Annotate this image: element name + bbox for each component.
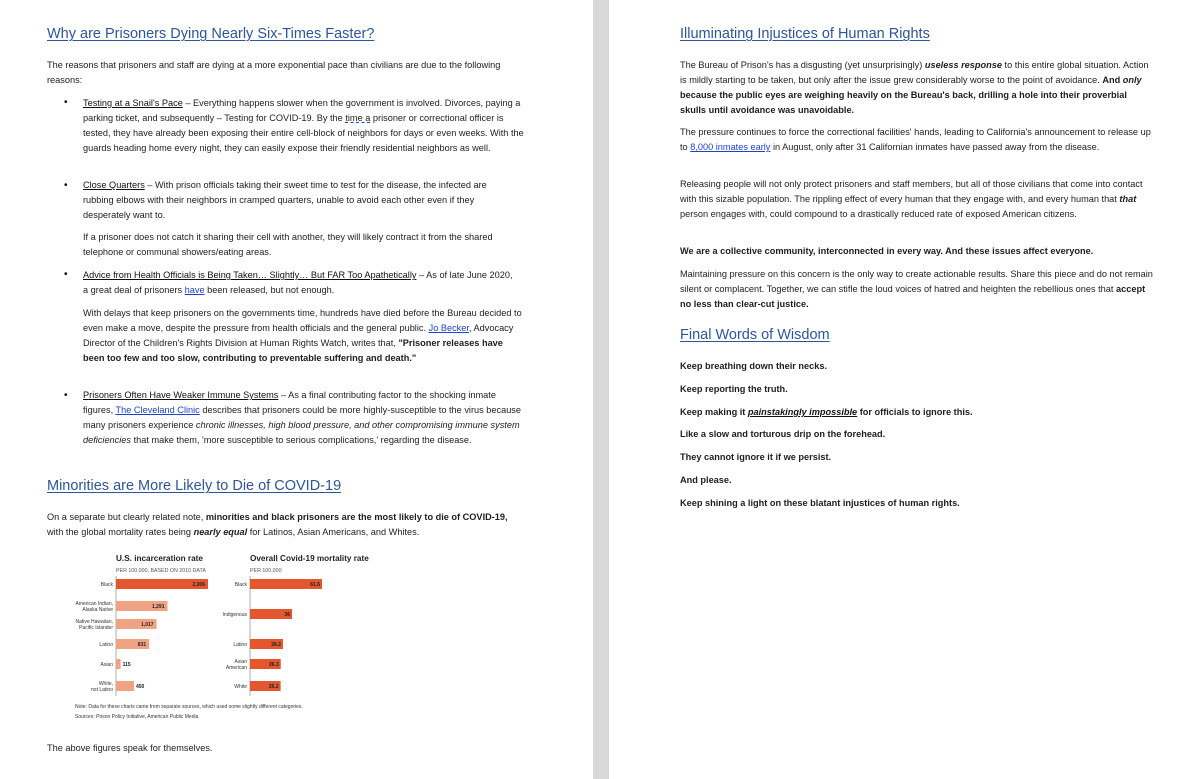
wisdom-line-5: They cannot ignore it if we persist. xyxy=(680,452,832,462)
incarceration-mortality-chart xyxy=(58,548,388,723)
bullet-immune: Prisoners Often Have Weaker Immune Systems – As a final contributing factor to the shocking inmate figures, The Cleveland Clinic describes that prisoners could be more highly-susceptible to the virus because many prisoners experience chronic illnesses, high blood pressure, and other compromising immune system deficiencies that make them, 'more susceptible to serious complications,' regarding the disease. xyxy=(83,390,522,445)
chart-data-label: 1,291 xyxy=(151,604,165,610)
chart-bar xyxy=(116,681,134,691)
bureau-paragraph: The Bureau of Prison's has a disgusting (yet unsurprisingly) useless response to this entire global situation. Action is mildly starting to be taken, but only after the issue grew considerably worse to the point of avoidance. And only because the public eyes are weighing heavily on the Bureau's back, drilling a hole into their proverbial skulls until avoidance was unavoidable. xyxy=(680,60,1149,115)
chart-category-label: Black xyxy=(100,582,113,588)
chart-category-label: Latino xyxy=(99,642,113,648)
heading-final-words: Final Words of Wisdom xyxy=(680,327,830,343)
chart-bar xyxy=(116,659,121,669)
heading-why-dying: Why are Prisoners Dying Nearly Six-Times Faster? xyxy=(47,26,375,42)
bullet-dot: • xyxy=(64,269,68,280)
document-page-right[interactable] xyxy=(609,0,1192,779)
bullet-dot: • xyxy=(64,390,68,401)
chart-category-label: American xyxy=(225,665,247,671)
chart-category-label: Asian xyxy=(100,662,113,668)
wisdom-line-3: Keep making it painstakingly impossible for officials to ignore this. xyxy=(680,407,973,417)
heading-illuminating: Illuminating Injustices of Human Rights xyxy=(680,26,930,42)
chart-category-label: Pacific Islander xyxy=(79,625,113,631)
wisdom-line-2: Keep reporting the truth. xyxy=(680,384,788,394)
jo-becker-link[interactable]: Jo Becker xyxy=(428,323,469,333)
bullet-close-quarters-title: Close Quarters xyxy=(83,180,145,190)
bullet-dot: • xyxy=(64,97,68,108)
document-page-left[interactable] xyxy=(0,0,593,779)
bullet-close-quarters: Close Quarters – With prison officials taking their sweet time to test for the disease, the infected are rubbing elbows with their neighbors in cramped quarters, unable to avoid each other even if they desperately want to. xyxy=(83,180,487,220)
chart-subtitle-incarceration: PER 100,000, BASED ON 2010 DATA xyxy=(116,568,206,574)
heading-minorities: Minorities are More Likely to Die of COVID-19 xyxy=(47,478,342,494)
chart-sources: Sources: Prison Policy Initiative, American Public Media xyxy=(75,714,199,720)
chart-category-label: White xyxy=(234,684,247,690)
bullet-immune-title: Prisoners Often Have Weaker Immune Systems xyxy=(83,390,279,400)
chart-category-label: Indigenous xyxy=(222,612,247,618)
closing-paragraph: The above figures speak for themselves. xyxy=(47,743,213,753)
chart-category-label: not Latino xyxy=(91,687,113,693)
minorities-paragraph: On a separate but clearly related note, minorities and black prisoners are the most likely to die of COVID-19, with the global mortality rates being nearly equal for Latinos, Asian Americans, and Whites. xyxy=(47,512,508,537)
chart-data-label: 831 xyxy=(137,642,147,648)
chart-data-label: 2,306 xyxy=(192,582,205,588)
chart-data-label: 26.3 xyxy=(269,662,279,668)
chart-category-label: Alaska Native xyxy=(82,607,113,613)
releasing-paragraph: Releasing people will not only protect prisoners and staff members, but all of those civilians that come into contact with this sizable population. The rippling effect of every human that they engage with, and every human that that person engages with, could compound to a drastically reduced rate of exposed American citizens. xyxy=(680,179,1143,219)
chart-category-label: Asian xyxy=(234,659,247,665)
chart-category-label: Black xyxy=(234,582,247,588)
chart-category-label: White, xyxy=(98,681,113,687)
bullet-health-officials: Advice from Health Officials is Being Taken… Slightly… But FAR Too Apathetically – As of late June 2020, a great deal of prisoners have been released, but not enough. xyxy=(83,270,513,295)
have-link[interactable]: have xyxy=(184,285,205,295)
health-officials-followup: With delays that keep prisoners on the governments time, hundreds have died before the Bureau decided to even make a move, despite the pressure from health officials and the general public. Jo Becker, Advocacy Director of the Children's Rights Division at Human Rights Watch, writes that, "Prisoner releases have been too few and too slow, contributing to preventable suffering and death." xyxy=(83,308,522,363)
chart-title-mortality: Overall Covid-19 mortality rate xyxy=(250,554,369,563)
chart-title-incarceration: U.S. incarceration rate xyxy=(116,554,203,563)
bullet-dot: • xyxy=(64,180,68,191)
pressure-paragraph: The pressure continues to force the correctional facilities' hands, leading to California's announcement to release up to 8,000 inmates early in August, only after 31 Californian inmates have passed away from the disease. xyxy=(680,127,1151,152)
chart-subtitle-mortality: PER 100,000 xyxy=(250,568,282,574)
chart-data-label: 450 xyxy=(135,684,145,690)
chart-category-label: American Indian, xyxy=(75,601,113,607)
inmates-early-link[interactable]: 8,000 inmates early xyxy=(690,142,771,152)
maintaining-paragraph: Maintaining pressure on this concern is the only way to create actionable results. Share this piece and do not remain silent or complacent. Together, we can stifle the loud voices of hatred and heighten the rebellious ones that accept no less than clear-cut justice. xyxy=(680,269,1153,309)
bullet-health-officials-title: Advice from Health Officials is Being Taken… Slightly… But FAR Too Apathetically xyxy=(83,270,417,280)
wisdom-line-6: And please. xyxy=(680,475,732,485)
chart-data-label: 26.2 xyxy=(268,684,279,690)
chart-category-label: Native Hawaiian, xyxy=(75,619,113,625)
wisdom-line-1: Keep breathing down their necks. xyxy=(680,361,828,371)
collective-paragraph: We are a collective community, interconnected in every way. And these issues affect everyone. xyxy=(680,246,1094,256)
close-quarters-followup: If a prisoner does not catch it sharing their cell with another, they will likely contract it from the shared telephone or communal showers/eating areas. xyxy=(83,232,493,257)
wisdom-line-4: Like a slow and torturous drip on the forehead. xyxy=(680,429,886,439)
chart-data-label: 115 xyxy=(122,662,131,668)
intro-paragraph: The reasons that prisoners and staff are dying at a more exponential pace than civilians are due to the following reasons: xyxy=(47,60,501,85)
chart-data-label: 1,017 xyxy=(141,622,154,628)
cleveland-clinic-link[interactable]: The Cleveland Clinic xyxy=(115,405,200,415)
chart-category-label: Latino xyxy=(233,642,247,648)
bullet-testing-title: Testing at a Snail's Pace xyxy=(83,98,183,108)
chart-data-label: 61.6 xyxy=(310,582,320,588)
wisdom-line-7: Keep shining a light on these blatant injustices of human rights. xyxy=(680,498,960,508)
chart-note: Note: Data for these charts came from separate sources, which used some slightly different categories. xyxy=(75,704,303,710)
bullet-testing: Testing at a Snail's Pace – Everything happens slower when the government is involved. Divorces, paying a parking ticket, and subsequently – Testing for COVID-19. By the time a prisoner or correctional officer is tested, they have already been exposing their entire cell-block of neighbors for days or even weeks. With the guards heading home every night, they can easily expose their friendly residential neighbors as well. xyxy=(83,98,524,153)
chart-data-label: 36 xyxy=(284,612,291,618)
chart-data-label: 28.2 xyxy=(271,642,281,648)
